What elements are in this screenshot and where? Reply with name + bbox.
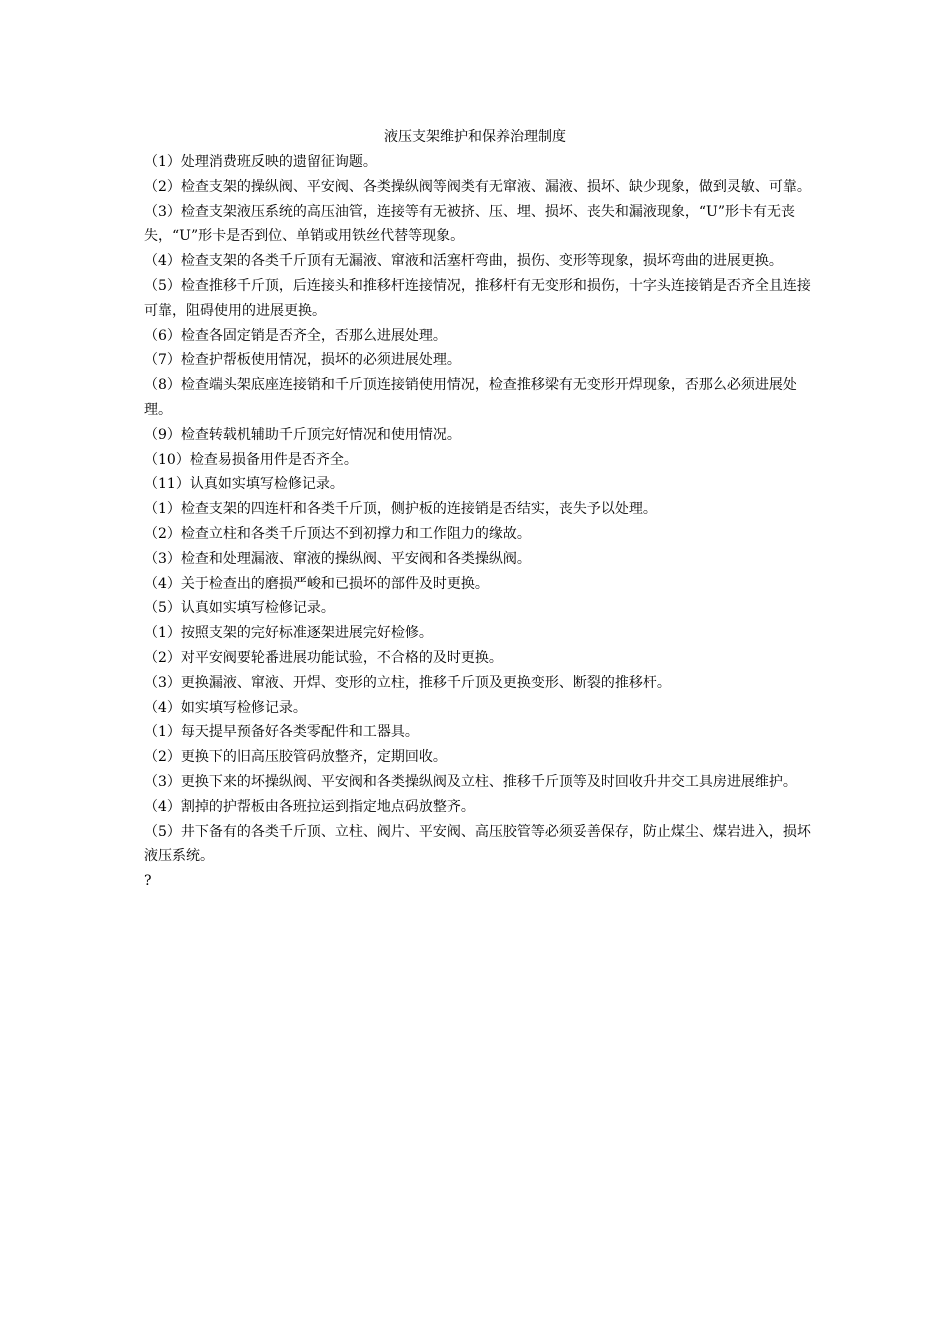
paragraph: （10）检查易损备用件是否齐全。	[144, 451, 358, 468]
paragraph: （2）检查立柱和各类千斤顶达不到初撑力和工作阻力的缘故。	[144, 525, 531, 542]
paragraph: （3）更换漏液、窜液、开焊、变形的立柱，推移千斤顶及更换变形、断裂的推移杆。	[144, 674, 671, 691]
paragraph: （3）更换下来的坏操纵阀、平安阀和各类操纵阀及立柱、推移千斤顶等及时回收升井交工具房进展维护。	[144, 773, 797, 790]
paragraph: （2）更换下的旧高压胶管码放整齐，定期回收。	[144, 749, 447, 766]
paragraph: （4）关于检查出的磨损严峻和已损坏的部件及时更换。	[144, 575, 489, 592]
paragraph: （5）检查推移千斤顶，后连接头和推移杆连接情况，推移杆有无变形和损伤，十字头连接销是否齐全且连接可靠，阻碍使用的进展更换。	[144, 277, 811, 319]
paragraph: （4）割掉的护帮板由各班拉运到指定地点码放整齐。	[144, 798, 475, 815]
paragraph: （8）检查端头架底座连接销和千斤顶连接销使用情况，检查推移梁有无变形开焊现象，否那么必须进展处理。	[144, 377, 797, 418]
paragraph: （1）按照支架的完好标准逐架进展完好检修。	[144, 625, 433, 642]
paragraph: （1）检查支架的四连杆和各类千斤顶，侧护板的连接销是否结实，丧失予以处理。	[144, 501, 657, 518]
paragraph: （2）对平安阀要轮番进展功能试验，不合格的及时更换。	[144, 649, 503, 666]
paragraph: （2）检查支架的操纵阀、平安阀、各类操纵阀等阀类有无窜液、漏液、损坏、缺少现象，做到灵敏、可靠。	[144, 178, 811, 195]
paragraph: ?	[144, 873, 152, 890]
document-title: 液压支架维护和保养治理制度	[384, 129, 566, 145]
paragraph: （11）认真如实填写检修记录。	[144, 476, 344, 493]
paragraph: （5）井下备有的各类千斤顶、立柱、阀片、平安阀、高压胶管等必须妥善保存，防止煤尘、煤岩进入，损坏液压系统。	[144, 823, 811, 865]
paragraph: （1）处理消费班反映的遗留征询题。	[144, 154, 377, 170]
paragraph: （4）如实填写检修记录。	[144, 699, 307, 716]
paragraph: （3）检查和处理漏液、窜液的操纵阀、平安阀和各类操纵阀。	[144, 550, 531, 567]
paragraph: （7）检查护帮板使用情况，损坏的必须进展处理。	[144, 352, 461, 369]
paragraph: （4）检查支架的各类千斤顶有无漏液、窜液和活塞杆弯曲，损伤、变形等现象，损坏弯曲的进展更换。	[144, 253, 783, 270]
paragraph: （9）检查转载机辅助千斤顶完好情况和使用情况。	[144, 426, 461, 443]
document-body	[144, 150, 824, 894]
paragraph: （6）检查各固定销是否齐全，否那么进展处理。	[144, 327, 447, 344]
paragraph: （5）认真如实填写检修记录。	[144, 600, 335, 617]
paragraph: （3）检查支架液压系统的高压油管，连接等有无被挤、压、埋、损坏、丧失和漏液现象，“U”形卡有无丧失，“U”形卡是否到位、单销或用铁丝代替等现象。	[144, 203, 796, 245]
paragraph: （1）每天提早预备好各类零配件和工器具。	[144, 724, 419, 741]
